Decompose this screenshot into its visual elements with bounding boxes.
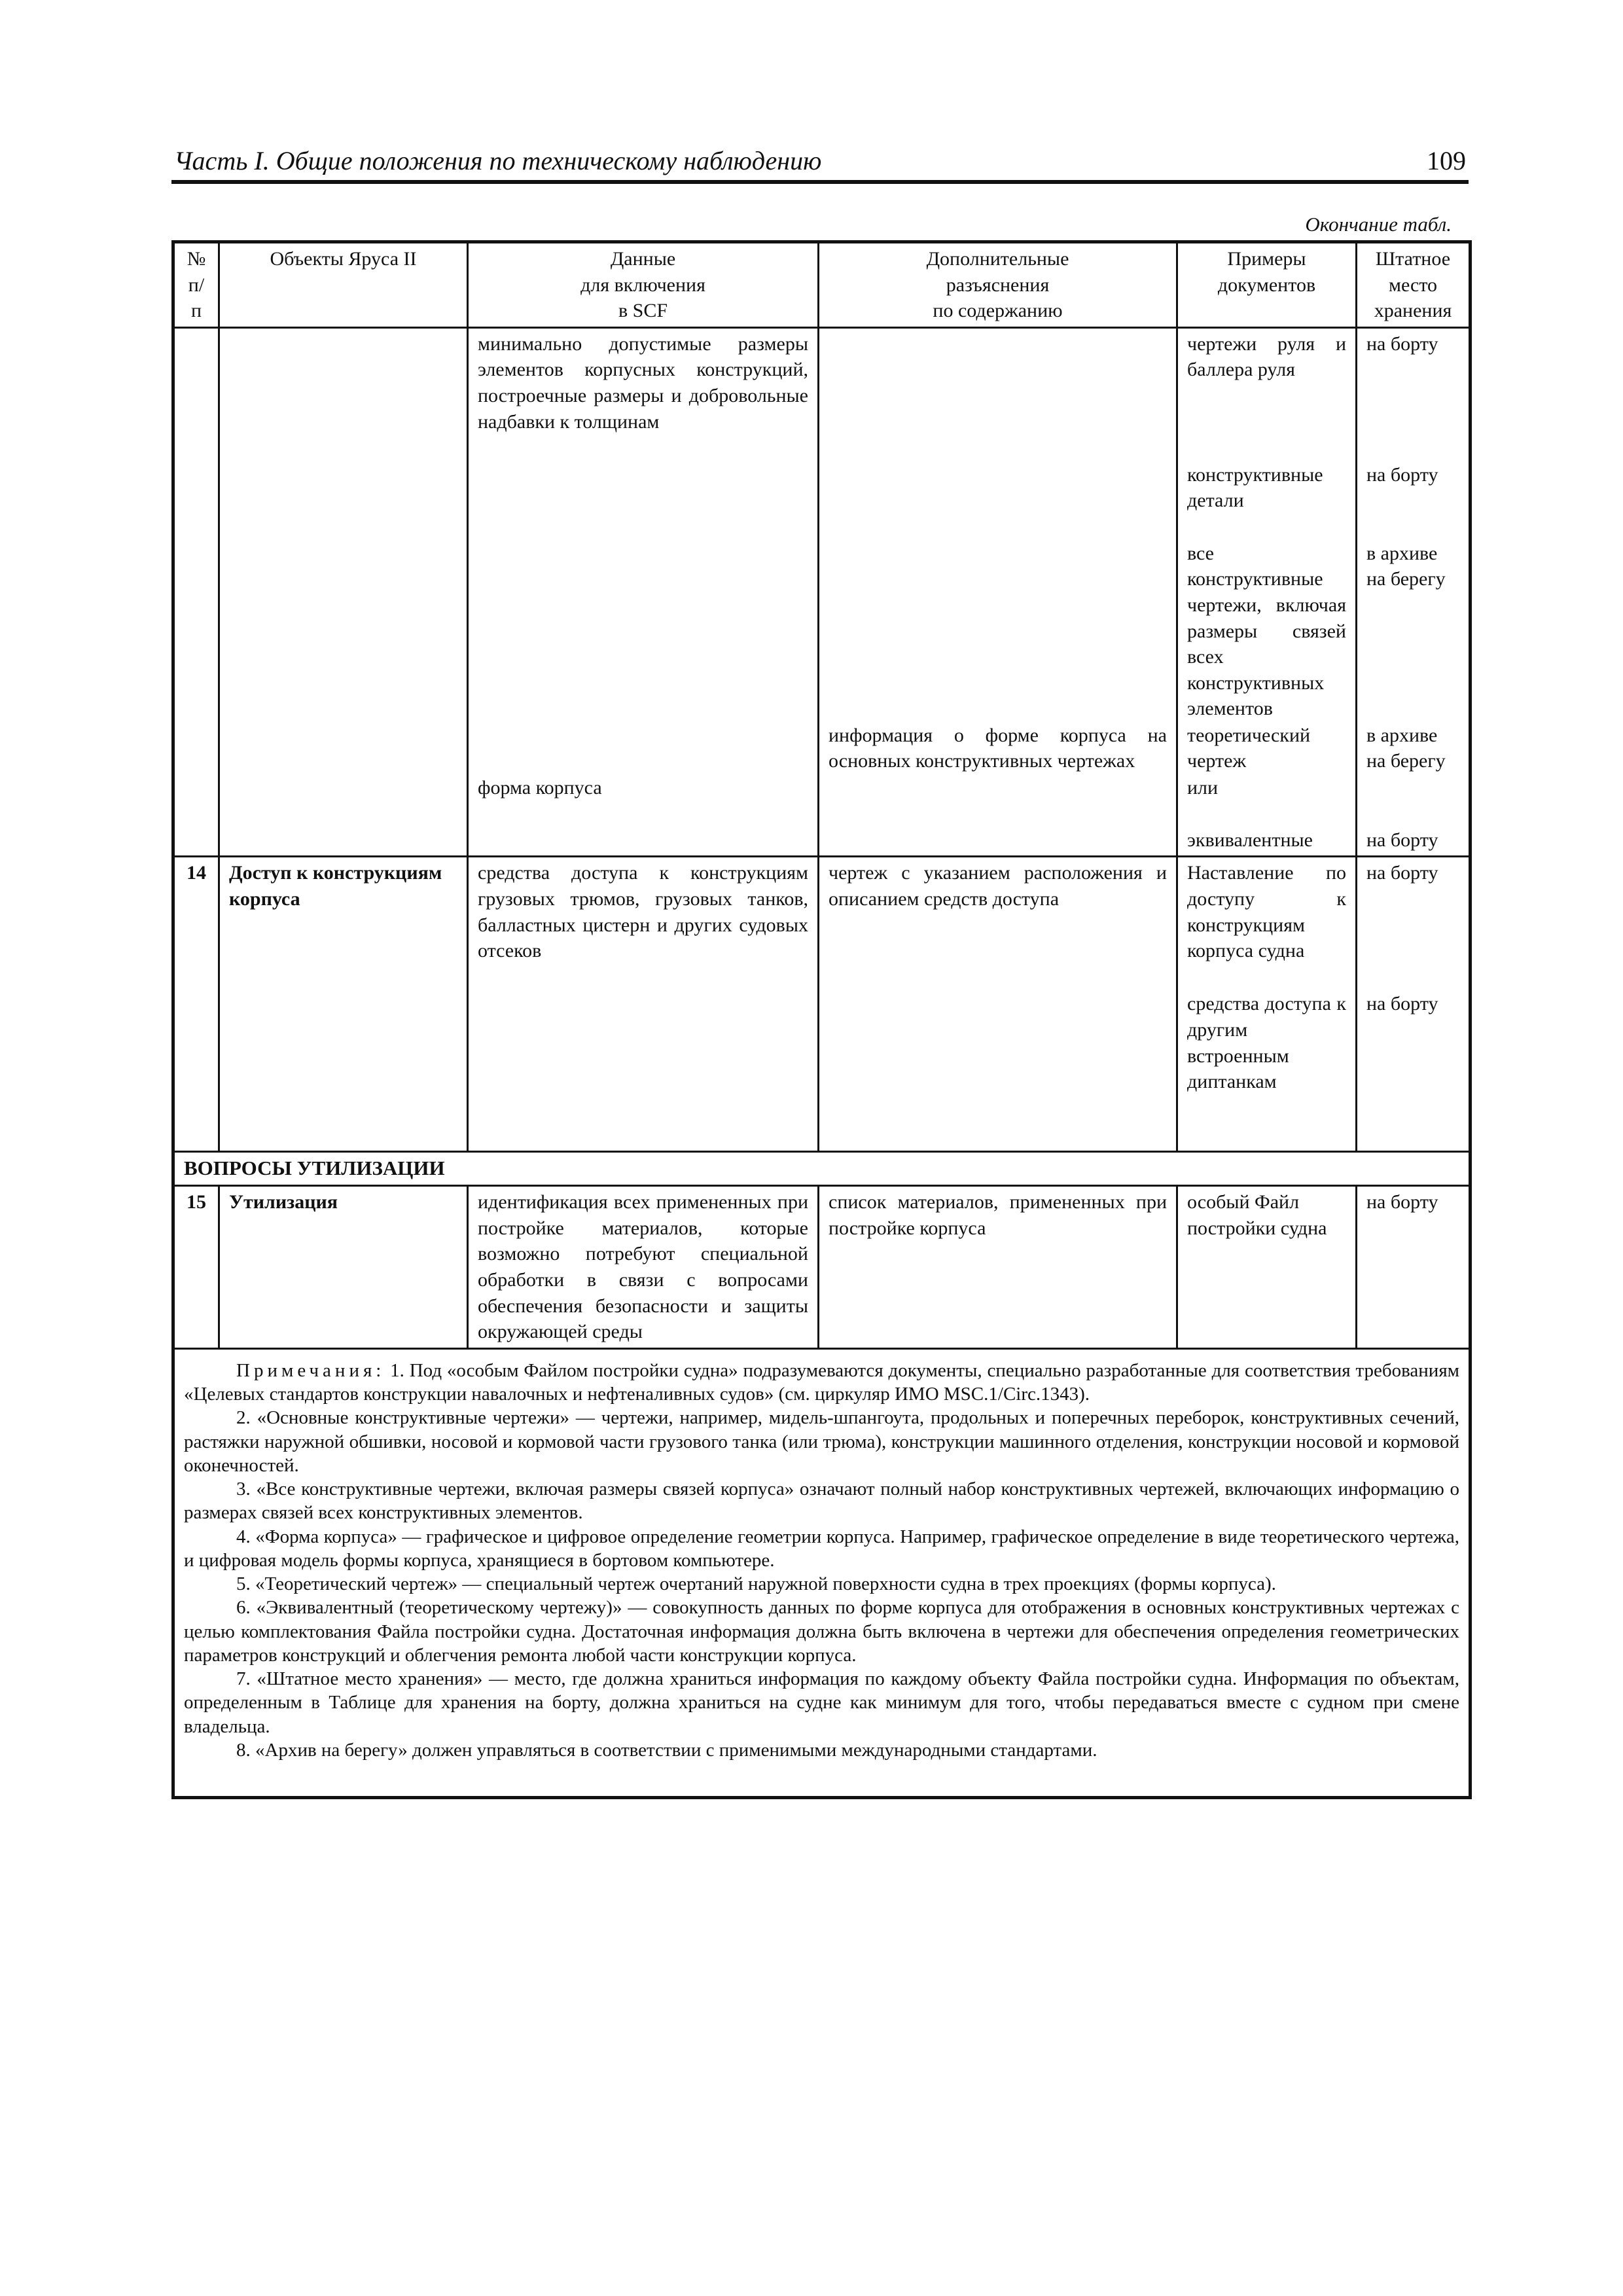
continuation-label: Окончание табл. xyxy=(1305,213,1452,236)
note-8: 8. «Архив на берегу» должен управляться в соответствии с применимыми международными стандартами. xyxy=(236,1739,1097,1761)
col-header-storage: Штатное место хранения xyxy=(1357,242,1471,328)
cell-storage: на борту на борту в архиве на берегу xyxy=(1357,327,1471,720)
section-row xyxy=(173,1152,1471,1186)
cell-extra: информация о форме корпуса на основных конструктивных чертежах xyxy=(819,720,1177,857)
col-header-extra: Дополнительные разъяснения по содержанию xyxy=(819,242,1177,328)
col-header-objects: Объекты Яруса II xyxy=(219,242,468,328)
note-4: 4. «Форма корпуса» — графическое и цифровое определение геометрии корпуса. Например, графическое определение в виде теоретического чертежа, и цифровая модель формы корпуса, хранящиеся в бортовом компьютере. xyxy=(184,1526,1459,1571)
row-number: 15 xyxy=(173,1186,219,1349)
col-header-num: № п/п xyxy=(173,242,219,328)
cell-data: идентификация всех примененных при постройке материалов, которые возможно потребуют специальной обработки в связи с вопросами обеспечения безопасности и защиты окружающей среды xyxy=(468,1186,819,1349)
cell-examples: чертежи руля и баллера руля конструктивные детали все конструктивные чертежи, включая размеры связей всех конструктивных элементов xyxy=(1177,327,1357,720)
table-row xyxy=(173,857,1471,1152)
note-6: 6. «Эквивалентный (теоретическому чертежу)» — совокупность данных по форме корпуса для отображения в основных конструктивных чертежах с целью комплектования Файла постройки судна. Достаточная информация должна быть включена в чертежи для обеспечения определения геометрических параметров конструкций и облегчения ремонта любой части конструкции корпуса. xyxy=(184,1597,1459,1666)
table-row xyxy=(173,720,1471,857)
header-title: Часть I. Общие положения по техническому наблюдению xyxy=(174,146,822,175)
notes-row xyxy=(173,1348,1471,1797)
col-header-data: Данные для включения в SCF xyxy=(468,242,819,328)
cell-examples: теоретический чертеж или эквивалентные xyxy=(1177,720,1357,857)
cell-storage: на борту xyxy=(1357,1186,1471,1349)
page-number: 109 xyxy=(1427,146,1466,175)
notes-label: Примечания: xyxy=(236,1359,385,1381)
cell-examples: особый Файл постройки судна xyxy=(1177,1186,1357,1349)
note-7: 7. «Штатное место хранения» — место, где должна храниться информация по каждому объекту Файла постройки судна. Информация по объектам, определенным в Таблице для хранения на борту, должна храниться на судне как минимум для того, чтобы передаваться вместе с судном при смене владельца. xyxy=(184,1668,1459,1737)
cell-data: минимально допустимые размеры элементов корпусных конструкций, построечные размеры и добровольные надбавки к толщинам xyxy=(468,327,819,720)
cell-storage: в архиве на берегу на борту xyxy=(1357,720,1471,857)
cell-examples: Наставление по доступу к конструкциям корпуса судна средства доступа к другим встроенным диптанкам xyxy=(1177,857,1357,1152)
cell-data: средства доступа к конструкциям грузовых трюмов, грузовых танков, балластных цистерн и других судовых отсеков xyxy=(468,857,819,1152)
col-header-examples: Примеры документов xyxy=(1177,242,1357,328)
row-number: 14 xyxy=(173,857,219,1152)
running-header xyxy=(171,145,1469,184)
page xyxy=(171,145,1469,1799)
section-title: ВОПРОСЫ УТИЛИЗАЦИИ xyxy=(173,1152,1471,1186)
cell-storage: на борту на борту xyxy=(1357,857,1471,1152)
notes xyxy=(173,1348,1471,1797)
documents-table xyxy=(171,240,1472,1799)
cell-object: Утилизация xyxy=(219,1186,468,1349)
note-5: 5. «Теоретический чертеж» — специальный чертеж очертаний наружной поверхности судна в трех проекциях (формы корпуса). xyxy=(236,1573,1276,1595)
note-1: Примечания: 1. Под «особым Файлом постройки судна» подразумеваются документы, специально разработанные для соответствия требованиям «Целевых стандартов конструкции навалочных и нефтеналивных судов» (см. циркуляр ИМО MSC.1/Circ.1343). xyxy=(184,1359,1460,1405)
cell-extra: чертеж с указанием расположения и описанием средств доступа xyxy=(819,857,1177,1152)
cell-object: Доступ к конструкциям корпуса xyxy=(219,857,468,1152)
note-2: 2. «Основные конструктивные чертежи» — чертежи, например, мидель-шпангоута, продольных и поперечных переборок, конструктивных сечений, растяжки наружной обшивки, носовой и кормовой части грузового танка (или трюма), конструкции машинного отделения, конструкции носовой и кормовой оконечностей. xyxy=(184,1407,1459,1476)
table-row xyxy=(173,1186,1471,1349)
note-3: 3. «Все конструктивные чертежи, включая размеры связей корпуса» означают полный набор конструктивных чертежей, включающих информацию о размерах связей всех конструктивных элементов. xyxy=(184,1479,1459,1524)
table-row xyxy=(173,327,1471,720)
cell-extra: список материалов, примененных при постройке корпуса xyxy=(819,1186,1177,1349)
cell-data: форма корпуса xyxy=(468,720,819,857)
table-header-row xyxy=(173,242,1471,328)
